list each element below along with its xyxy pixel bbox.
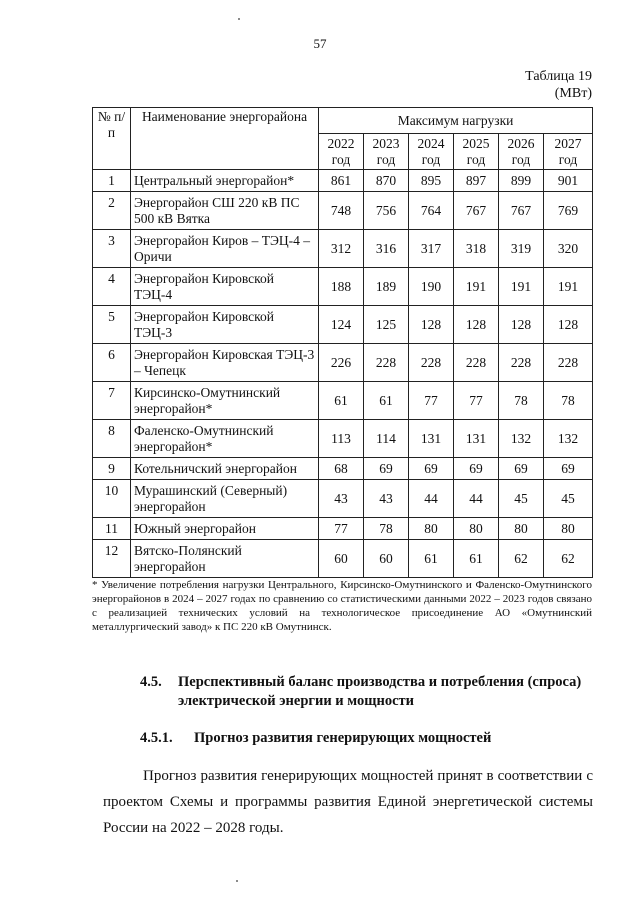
load-value: 128 <box>409 306 454 344</box>
header-name: Наименование энергорайона <box>131 108 319 170</box>
load-value: 45 <box>544 480 593 518</box>
district-name: Энергорайон Кировской ТЭЦ-4 <box>131 268 319 306</box>
district-name: Энергорайон Кировская ТЭЦ-3 – Чепецк <box>131 344 319 382</box>
header-year: 2024 год <box>409 134 454 170</box>
load-value: 767 <box>454 192 499 230</box>
load-value: 61 <box>319 382 364 420</box>
load-value: 44 <box>409 480 454 518</box>
load-value: 128 <box>544 306 593 344</box>
load-value: 69 <box>544 458 593 480</box>
load-value: 190 <box>409 268 454 306</box>
row-number: 7 <box>93 382 131 420</box>
load-value: 191 <box>499 268 544 306</box>
table-row <box>93 268 593 306</box>
table-footnote: * Увеличение потребления нагрузки Центрального, Кирсинско-Омутнинского и Фаленско-Омутнинского энергорайонов в 2024 – 2027 годах по сравнению со статистическими данными 2022 – 2023 годов связано с реализацией технических условий на технологическое присоединение АО «Омутнинский металлургический завод» к ПС 220 кВ Омутнинск. <box>92 579 592 633</box>
section-title: Прогноз развития генерирующих мощностей <box>194 730 492 746</box>
load-value: 44 <box>454 480 499 518</box>
load-value: 132 <box>499 420 544 458</box>
load-value: 62 <box>499 540 544 578</box>
load-value: 228 <box>544 344 593 382</box>
load-value: 191 <box>454 268 499 306</box>
load-value: 748 <box>319 192 364 230</box>
load-value: 78 <box>499 382 544 420</box>
table-row <box>93 306 593 344</box>
section-number: 4.5.1. <box>140 730 173 746</box>
load-value: 861 <box>319 170 364 192</box>
table-caption-unit: (МВт) <box>554 86 592 101</box>
load-value: 80 <box>454 518 499 540</box>
load-value: 77 <box>409 382 454 420</box>
load-value: 61 <box>364 382 409 420</box>
load-value: 228 <box>499 344 544 382</box>
load-value: 901 <box>544 170 593 192</box>
table-row <box>93 518 593 540</box>
table-row <box>93 192 593 230</box>
section-heading-4-5-1 <box>140 730 592 747</box>
load-value: 61 <box>454 540 499 578</box>
load-value: 191 <box>544 268 593 306</box>
load-value: 188 <box>319 268 364 306</box>
load-value: 78 <box>364 518 409 540</box>
load-value: 317 <box>409 230 454 268</box>
row-number: 9 <box>93 458 131 480</box>
district-name: Центральный энергорайон* <box>131 170 319 192</box>
header-max-load: Максимум нагрузки <box>319 108 593 134</box>
load-value: 764 <box>409 192 454 230</box>
load-value: 60 <box>364 540 409 578</box>
load-value: 312 <box>319 230 364 268</box>
body-paragraph: Прогноз развития генерирующих мощностей принят в соответствии с проектом Схемы и программы развития Единой энергетической системы России на 2022 – 2028 годы. <box>103 768 593 836</box>
load-value: 131 <box>409 420 454 458</box>
page-number: 57 <box>313 36 327 51</box>
load-value: 320 <box>544 230 593 268</box>
table-row <box>93 458 593 480</box>
load-value: 114 <box>364 420 409 458</box>
load-value: 226 <box>319 344 364 382</box>
row-number: 10 <box>93 480 131 518</box>
load-value: 128 <box>454 306 499 344</box>
row-number: 8 <box>93 420 131 458</box>
load-value: 769 <box>544 192 593 230</box>
district-name: Котельничский энергорайон <box>131 458 319 480</box>
load-value: 767 <box>499 192 544 230</box>
district-name: Южный энергорайон <box>131 518 319 540</box>
district-name: Мурашинский (Северный) энергорайон <box>131 480 319 518</box>
header-year: 2026 год <box>499 134 544 170</box>
header-year: 2025 год <box>454 134 499 170</box>
row-number: 1 <box>93 170 131 192</box>
load-value: 43 <box>364 480 409 518</box>
load-value: 113 <box>319 420 364 458</box>
load-value: 895 <box>409 170 454 192</box>
table-row <box>93 480 593 518</box>
load-value: 319 <box>499 230 544 268</box>
load-value: 899 <box>499 170 544 192</box>
row-number: 2 <box>93 192 131 230</box>
load-value: 69 <box>409 458 454 480</box>
load-value: 69 <box>364 458 409 480</box>
load-value: 62 <box>544 540 593 578</box>
table-caption-label: Таблица 19 <box>525 69 592 84</box>
row-number: 3 <box>93 230 131 268</box>
load-value: 131 <box>454 420 499 458</box>
load-value: 69 <box>499 458 544 480</box>
load-value: 80 <box>544 518 593 540</box>
load-value: 128 <box>499 306 544 344</box>
load-value: 870 <box>364 170 409 192</box>
section-title: Перспективный баланс производства и потребления (спроса) электрической энергии и мощности <box>178 674 582 709</box>
load-value: 77 <box>319 518 364 540</box>
load-value: 124 <box>319 306 364 344</box>
section-heading-4-5 <box>140 673 592 711</box>
load-table <box>92 107 593 578</box>
row-number: 4 <box>93 268 131 306</box>
load-value: 189 <box>364 268 409 306</box>
district-name: Кирсинско-Омутнинский энергорайон* <box>131 382 319 420</box>
header-year: 2023 год <box>364 134 409 170</box>
load-value: 132 <box>544 420 593 458</box>
row-number: 12 <box>93 540 131 578</box>
district-name: Энергорайон Киров – ТЭЦ-4 – Оричи <box>131 230 319 268</box>
load-value: 68 <box>319 458 364 480</box>
load-value: 43 <box>319 480 364 518</box>
table-row <box>93 382 593 420</box>
load-value: 60 <box>319 540 364 578</box>
load-value: 125 <box>364 306 409 344</box>
row-number: 11 <box>93 518 131 540</box>
load-value: 316 <box>364 230 409 268</box>
row-number: 5 <box>93 306 131 344</box>
district-name: Энергорайон СШ 220 кВ ПС 500 кВ Вятка <box>131 192 319 230</box>
load-value: 80 <box>409 518 454 540</box>
header-year: 2027 год <box>544 134 593 170</box>
table-row <box>93 170 593 192</box>
load-value: 897 <box>454 170 499 192</box>
load-value: 228 <box>454 344 499 382</box>
load-value: 78 <box>544 382 593 420</box>
section-number: 4.5. <box>140 674 162 690</box>
table-row <box>93 540 593 578</box>
load-value: 45 <box>499 480 544 518</box>
district-name: Энергорайон Кировской ТЭЦ-3 <box>131 306 319 344</box>
load-value: 61 <box>409 540 454 578</box>
table-row <box>93 230 593 268</box>
table-caption <box>525 68 592 102</box>
load-value: 228 <box>364 344 409 382</box>
load-value: 69 <box>454 458 499 480</box>
load-value: 318 <box>454 230 499 268</box>
district-name: Вятско-Полянский энергорайон <box>131 540 319 578</box>
header-year: 2022 год <box>319 134 364 170</box>
scan-speck <box>236 880 238 882</box>
load-value: 228 <box>409 344 454 382</box>
load-value: 756 <box>364 192 409 230</box>
load-value: 80 <box>499 518 544 540</box>
scan-speck <box>238 18 240 20</box>
header-num: № п/п <box>93 108 131 170</box>
row-number: 6 <box>93 344 131 382</box>
district-name: Фаленско-Омутнинский энергорайон* <box>131 420 319 458</box>
table-row <box>93 344 593 382</box>
load-value: 77 <box>454 382 499 420</box>
table-row <box>93 420 593 458</box>
